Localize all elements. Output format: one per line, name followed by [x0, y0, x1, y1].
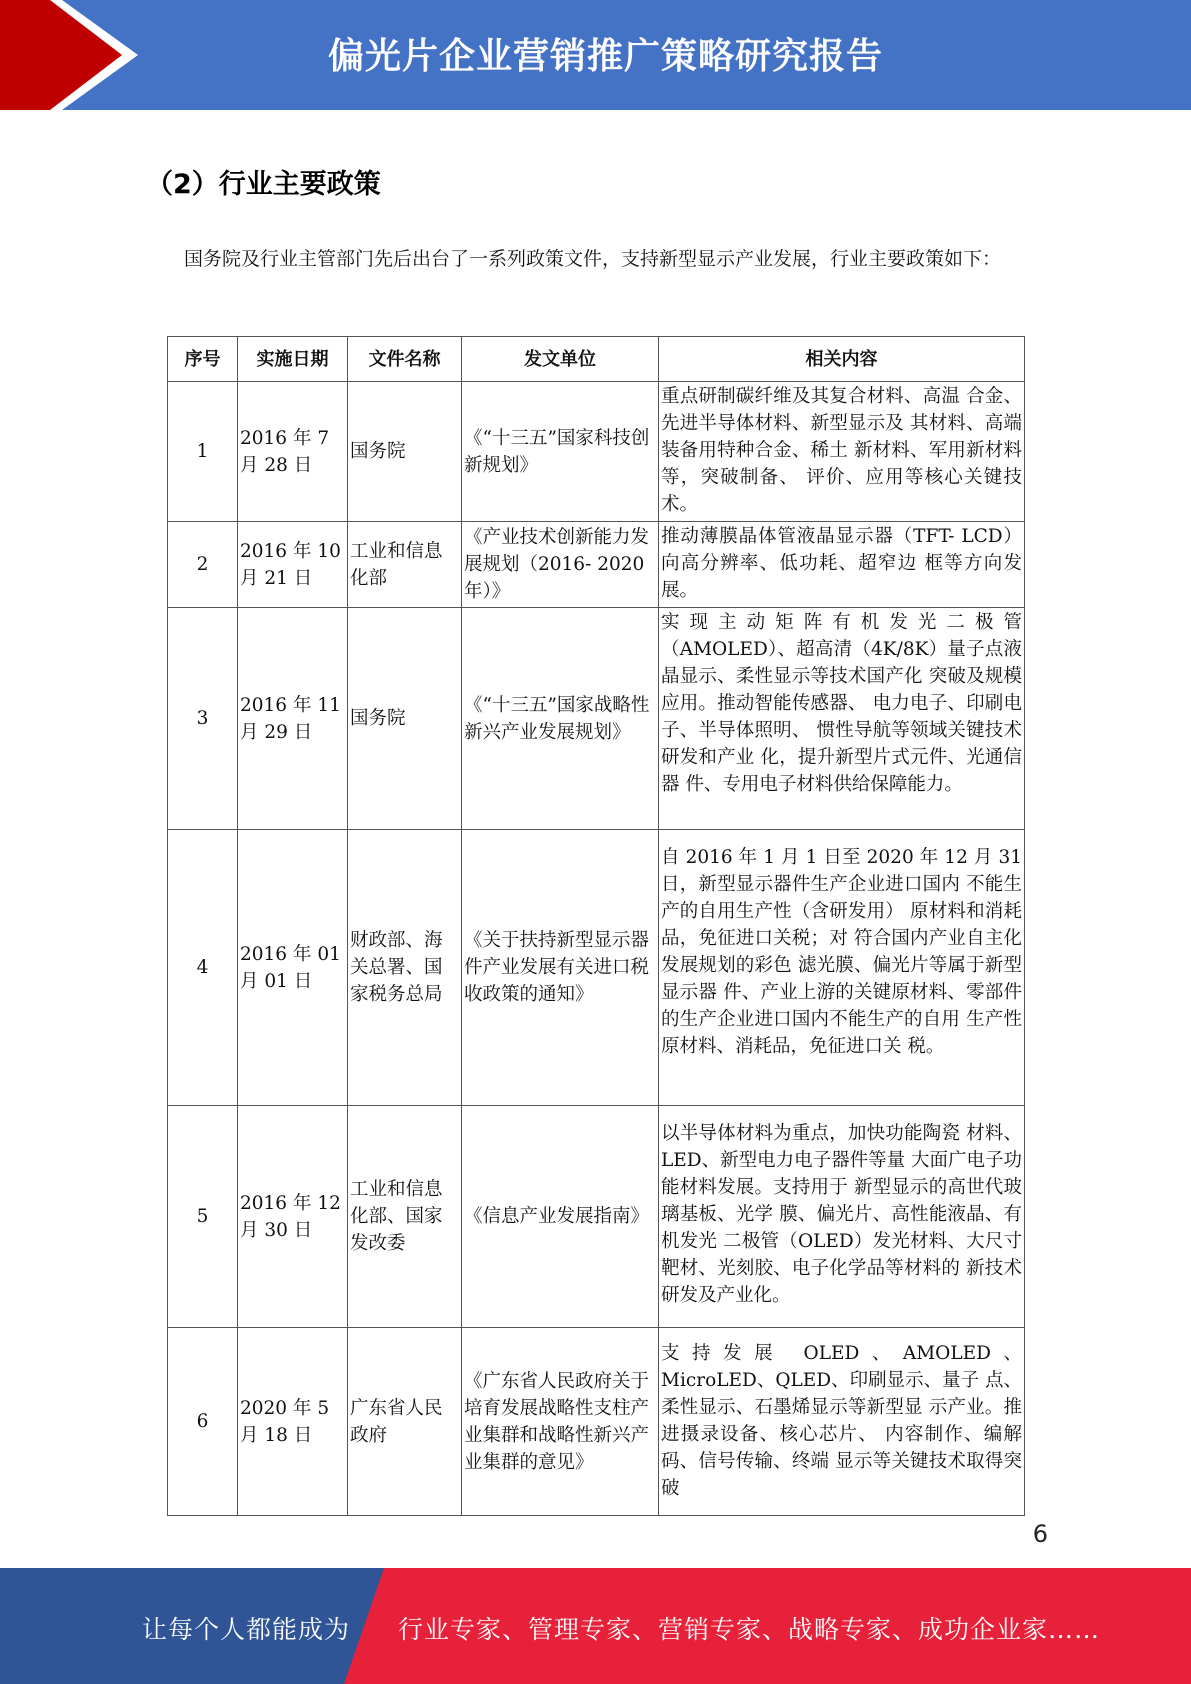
- report-title: 偏光片企业营销推广策略研究报告: [327, 36, 883, 77]
- row-document: 《产业技术创新能力发展规划（2016- 2020 年）》: [462, 522, 659, 608]
- table-row: [168, 1328, 1025, 1516]
- row-number: 3: [168, 608, 238, 830]
- header-date: 实施日期: [238, 337, 348, 382]
- row-issuer: 财政部、海关总署、国家税务总局: [348, 830, 462, 1106]
- row-content: 自 2016 年 1 月 1 日至 2020 年 12 月 31 日，新型显示器件生产企业进口国内 不能生产的自用生产性（含研发用） 原材料和消耗品，免征进口关税；对 符合国内产业自主化发展规划的彩色 滤光膜、偏光片等属于新型显示器 件、产业上游的关键原材料、零部件 的生产企业进口国内不能生产的自用 生产性原材料、消耗品，免征进口关 税。: [659, 830, 1025, 1106]
- row-content: 支持发展 OLED、AMOLED、MicroLED、QLED、印刷显示、量子 点、柔性显示、石墨烯显示等新型显 示产业。推进摄录设备、核心芯片、 内容制作、编解码、信号传输、终端 显示等关键技术取得突破: [659, 1328, 1025, 1516]
- row-document: 《广东省人民政府关于培育发展战略性支柱产业集群和战略性新兴产业集群的意见》: [462, 1328, 659, 1516]
- row-issuer: 国务院: [348, 608, 462, 830]
- header-doc-name: 文件名称: [348, 337, 462, 382]
- row-content: 推动薄膜晶体管液晶显示器（TFT- LCD）向高分辨率、低功耗、超窄边 框等方向发展。: [659, 522, 1025, 608]
- table-row: [168, 382, 1025, 522]
- header-no: 序号: [168, 337, 238, 382]
- row-issuer: 广东省人民政府: [348, 1328, 462, 1516]
- row-issuer: 国务院: [348, 382, 462, 522]
- row-number: 1: [168, 382, 238, 522]
- table-row: [168, 830, 1025, 1106]
- row-date: 2016 年 7 月 28 日: [238, 382, 348, 522]
- table-row: [168, 608, 1025, 830]
- page-header: [0, 0, 1191, 110]
- row-document: 《信息产业发展指南》: [462, 1106, 659, 1328]
- table-row: [168, 1106, 1025, 1328]
- page-footer: [0, 1568, 1191, 1684]
- row-content: 实现主动矩阵有机发光二极管（AMOLED）、超高清（4K/8K）量子点液晶显示、柔性显示等技术国产化 突破及规模应用。推动智能传感器、 电力电子、印刷电子、半导体照明、 惯性导航等领域关键技术研发和产业 化，提升新型片式元件、光通信器 件、专用电子材料供给保障能力。: [659, 608, 1025, 830]
- section-heading: （2）行业主要政策: [146, 169, 381, 200]
- row-date: 2016 年 10 月 21 日: [238, 522, 348, 608]
- row-content: 重点研制碳纤维及其复合材料、高温 合金、先进半导体材料、新型显示及 其材料、高端装备用特种合金、稀土 新材料、军用新材料等，突破制备、 评价、应用等核心关键技术。: [659, 382, 1025, 522]
- page-number: 6: [1032, 1520, 1048, 1548]
- row-content: 以半导体材料为重点，加快功能陶瓷 材料、LED、新型电力电子器件等量 大面广电子功能材料发展。支持用于 新型显示的高世代玻璃基板、光学 膜、偏光片、高性能液晶、有机发光 二极管（OLED）发光材料、大尺寸 靶材、光刻胶、电子化学品等材料的 新技术研发及产业化。: [659, 1106, 1025, 1328]
- row-date: 2020 年 5 月 18 日: [238, 1328, 348, 1516]
- policy-table: [167, 336, 1025, 1516]
- row-date: 2016 年 12 月 30 日: [238, 1106, 348, 1328]
- header-issuer: 发文单位: [462, 337, 659, 382]
- row-number: 4: [168, 830, 238, 1106]
- row-date: 2016 年 01 月 01 日: [238, 830, 348, 1106]
- row-date: 2016 年 11 月 29 日: [238, 608, 348, 830]
- intro-paragraph: 国务院及行业主管部门先后出台了一系列政策文件，支持新型显示产业发展，行业主要政策如下：: [184, 248, 1002, 270]
- row-number: 6: [168, 1328, 238, 1516]
- row-document: 《“十三五”国家科技创新规划》: [462, 382, 659, 522]
- row-document: 《关于扶持新型显示器件产业发展有关进口税收政策的通知》: [462, 830, 659, 1106]
- table-row: [168, 522, 1025, 608]
- row-number: 5: [168, 1106, 238, 1328]
- table-header-row: [168, 337, 1025, 382]
- row-number: 2: [168, 522, 238, 608]
- footer-slogan-right: 行业专家、管理专家、营销专家、战略专家、成功企业家……: [398, 1615, 1101, 1644]
- row-issuer: 工业和信息化部、国家发改委: [348, 1106, 462, 1328]
- footer-slogan-left: 让每个人都能成为: [142, 1615, 351, 1644]
- row-issuer: 工业和信息化部: [348, 522, 462, 608]
- header-content: 相关内容: [659, 337, 1025, 382]
- row-document: 《“十三五”国家战略性新兴产业发展规划》: [462, 608, 659, 830]
